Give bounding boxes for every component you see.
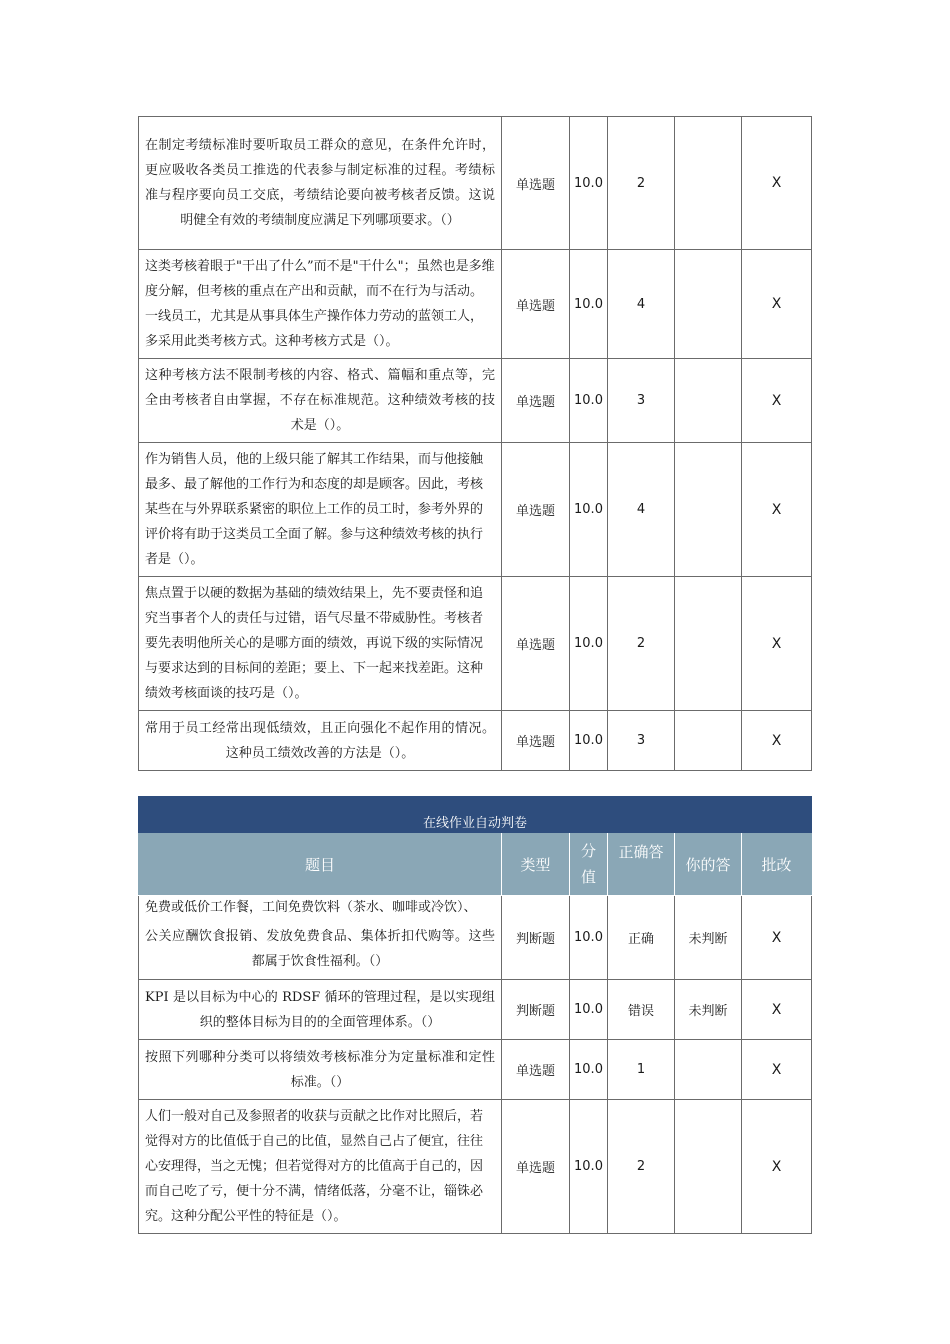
your-answer (675, 711, 742, 771)
table-row (139, 577, 812, 711)
your-answer: 未判断 (675, 980, 742, 1040)
question-score: 10.0 (570, 711, 608, 771)
question-type: 判断题 (502, 980, 570, 1040)
table-row (139, 250, 812, 359)
correct-answer: 3 (608, 359, 675, 443)
question-type: 单选题 (502, 250, 570, 359)
header-question: 题目 (139, 833, 502, 896)
question-text: 在制定考绩标准时要听取员工群众的意见，在条件允许时，更应吸收各类员工推选的代表参与制定标准的过程。考绩标准与程序要向员工交底，考绩结论要向被考核者反馈。这说明健全有效的考绩制度应满足下列哪项要求。（） (139, 117, 502, 250)
question-text: 常用于员工经常出现低绩效，且正向强化不起作用的情况。这种员工绩效改善的方法是（）。 (139, 711, 502, 771)
question-type: 单选题 (502, 1040, 570, 1100)
auto-grading-table (138, 796, 812, 1234)
question-text: 这种考核方法不限制考核的内容、格式、篇幅和重点等，完全由考核者自由掌握，不存在标准规范。这种绩效考核的技术是（）。 (139, 359, 502, 443)
question-text (139, 980, 502, 1040)
question-text (139, 896, 502, 980)
grade-mark: X (742, 896, 812, 980)
question-type: 单选题 (502, 443, 570, 577)
grade-mark: X (742, 359, 812, 443)
grade-mark: X (742, 117, 812, 250)
table-row (139, 711, 812, 771)
grade-mark: X (742, 443, 812, 577)
question-text: 这类考核着眼于"干出了什么”而不是"干什么"；虽然也是多维度分解，但考核的重点在产出和贡献，而不在行为与活动。一线员工，尤其是从事具体生产操作体力劳动的蓝领工人，多采用此类考核方式。这种考核方式是（）。 (139, 250, 502, 359)
table-row (139, 443, 812, 577)
question-line: 人们一般对自己及参照者的收获与贡献之比作对比照后，若觉得对方的比值低于自己的比值，显然自己占了便宜，往往心安理得，当之无愧；但若觉得对方的比值高于自己的，因而自己吃了亏，便十分不满，情绪低落，分毫不让，锱铢必究。这种分配公平性的特征是（）。 (145, 1109, 484, 1224)
header-your-answer: 你的答 (675, 833, 742, 896)
question-text: 作为销售人员，他的上级只能了解其工作结果，而与他接触最多、最了解他的工作行为和态度的却是顾客。因此，考核某些在与外界联系紧密的职位上工作的员工时，参考外界的评价将有助于这类员工全面了解。参与这种绩效考核的执行者是（）。 (139, 443, 502, 577)
correct-answer: 4 (608, 443, 675, 577)
question-type: 单选题 (502, 577, 570, 711)
question-text (139, 1100, 502, 1234)
your-answer (675, 1040, 742, 1100)
question-line: 按照下列哪种分类可以将绩效考核标准分为定量标准和定性标准。（） (145, 1049, 495, 1090)
correct-answer: 正确 (608, 896, 675, 980)
question-score: 10.0 (570, 896, 608, 980)
question-score: 10.0 (570, 577, 608, 711)
your-answer (675, 443, 742, 577)
your-answer (675, 117, 742, 250)
correct-answer: 2 (608, 1100, 675, 1234)
your-answer: 未判断 (675, 896, 742, 980)
header-correct-answer: 正确答 (608, 833, 675, 896)
header-grade: 批改 (742, 833, 812, 896)
table-title-row (139, 797, 812, 833)
table-row (139, 117, 812, 250)
grade-mark: X (742, 250, 812, 359)
question-score: 10.0 (570, 443, 608, 577)
question-type: 判断题 (502, 896, 570, 980)
question-type: 单选题 (502, 1100, 570, 1234)
question-type: 单选题 (502, 359, 570, 443)
header-type: 类型 (502, 833, 570, 896)
header-score: 分值 (570, 833, 608, 896)
grade-mark: X (742, 1040, 812, 1100)
table-row (139, 1040, 812, 1100)
your-answer (675, 577, 742, 711)
table-row (139, 1100, 812, 1234)
question-text: 焦点置于以硬的数据为基础的绩效结果上，先不要责怪和追究当事者个人的责任与过错，语气尽量不带威胁性。考核者要先表明他所关心的是哪方面的绩效，再说下级的实际情况与要求达到的目标间的差距；要上、下一起来找差距。这种绩效考核面谈的技巧是（）。 (139, 577, 502, 711)
question-type: 单选题 (502, 711, 570, 771)
grade-mark: X (742, 577, 812, 711)
your-answer (675, 1100, 742, 1234)
question-line: 公关应酬饮食报销、发放免费食品、集体折扣代购等。这些都属于饮食性福利。（） (145, 928, 495, 969)
correct-answer: 1 (608, 1040, 675, 1100)
your-answer (675, 359, 742, 443)
correct-answer: 错误 (608, 980, 675, 1040)
correct-answer: 3 (608, 711, 675, 771)
question-text (139, 1040, 502, 1100)
correct-answer: 4 (608, 250, 675, 359)
grade-mark: X (742, 711, 812, 771)
grade-mark: X (742, 980, 812, 1040)
grade-mark: X (742, 1100, 812, 1234)
correct-answer: 2 (608, 117, 675, 250)
question-table-1 (138, 116, 812, 771)
table-header-row (139, 833, 812, 896)
question-score: 10.0 (570, 1040, 608, 1100)
question-line: KPI 是以目标为中心的 RDSF 循环的管理过程，是以实现组织的整体目标为目的的全面管理体系。（） (145, 989, 495, 1030)
table-row (139, 896, 812, 980)
table-row (139, 359, 812, 443)
question-score: 10.0 (570, 359, 608, 443)
your-answer (675, 250, 742, 359)
question-type: 单选题 (502, 117, 570, 250)
question-score: 10.0 (570, 250, 608, 359)
correct-answer: 2 (608, 577, 675, 711)
question-score: 10.0 (570, 980, 608, 1040)
question-score: 10.0 (570, 117, 608, 250)
question-score: 10.0 (570, 1100, 608, 1234)
table-title: 在线作业自动判卷 (139, 797, 812, 833)
question-line: 免费或低价工作餐，工间免费饮料（茶水、咖啡或冷饮）、 (145, 899, 477, 915)
table-row (139, 980, 812, 1040)
